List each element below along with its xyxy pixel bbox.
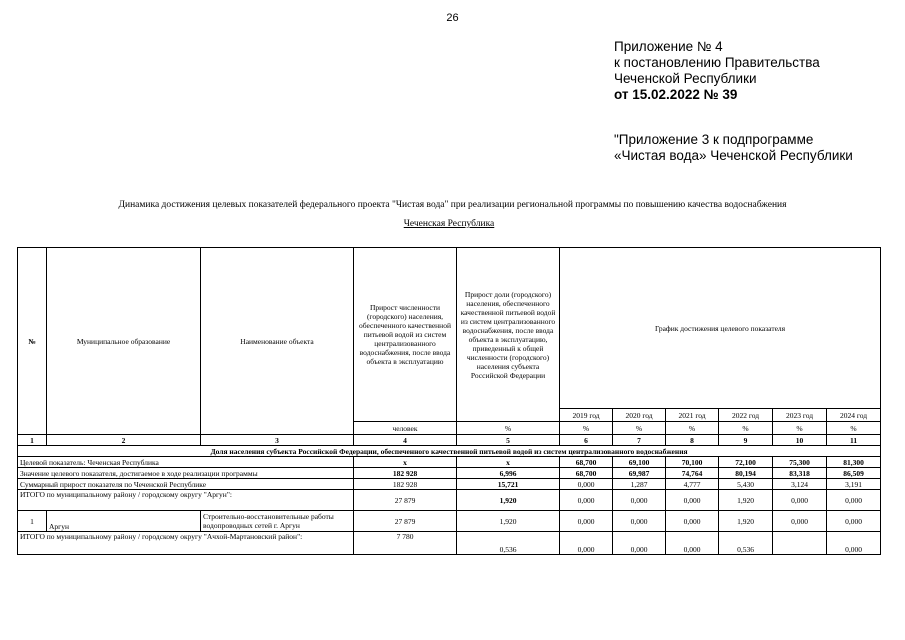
header-municipality: Муниципальное образование (47, 248, 201, 435)
cell-value: 27 879 (354, 511, 457, 532)
cell-value: 70,100 (666, 457, 719, 468)
cell-value: 83,318 (773, 468, 827, 479)
cell-value: 86,509 (827, 468, 881, 479)
cell-value: 0,000 (827, 511, 881, 532)
cell-value: 3,191 (827, 479, 881, 490)
cell-value: 81,300 (827, 457, 881, 468)
reference-line: "Приложение 3 к подпрограмме (614, 132, 814, 147)
cell-value: 3,124 (773, 479, 827, 490)
unit-cell: % (457, 422, 560, 435)
row-label: ИТОГО по муниципальному району / городскому округу "Ачхой-Мартановский район": (18, 532, 354, 555)
cell-value: 0,000 (560, 479, 613, 490)
cell-value: 6,996 (457, 468, 560, 479)
year-cell: 2021 год (666, 409, 719, 422)
cell-value: 0,000 (560, 490, 613, 511)
cell-value: 74,764 (666, 468, 719, 479)
cell-value: 0,000 (827, 490, 881, 511)
reference-block (614, 132, 853, 164)
cell-value: 0,000 (773, 490, 827, 511)
header-object: Наименование объекта (201, 248, 354, 435)
cell-value: 5,430 (719, 479, 773, 490)
unit-cell: % (719, 422, 773, 435)
table-row (18, 468, 881, 479)
unit-cell: % (773, 422, 827, 435)
unit-cell: % (827, 422, 881, 435)
cell-value: 0,000 (666, 511, 719, 532)
unit-cell: % (613, 422, 666, 435)
column-number: 9 (719, 435, 773, 446)
column-number: 10 (773, 435, 827, 446)
page-number: 26 (446, 12, 459, 24)
cell-value: 0,000 (560, 511, 613, 532)
reference-line: «Чистая вода» Чеченской Республики (614, 148, 853, 163)
cell-value: 69,100 (613, 457, 666, 468)
cell-value: 0,000 (827, 532, 881, 555)
cell-value: 0,000 (666, 490, 719, 511)
cell-value: 0,000 (613, 490, 666, 511)
cell-value: 69,987 (613, 468, 666, 479)
column-numbers-row (18, 435, 881, 446)
cell-value: 182 928 (354, 479, 457, 490)
year-cell: 2022 год (719, 409, 773, 422)
unit-cell: % (666, 422, 719, 435)
header-pop-growth: Прирост численности (городского) населения, обеспеченного качественной питьевой водой из систем централизованного водоснабжения, после ввода объекта в эксплуатацию (354, 248, 457, 422)
cell-value: 0,000 (613, 511, 666, 532)
header-num: № (18, 248, 47, 435)
header-schedule: График достижения целевого показателя (560, 248, 881, 409)
section-title: Доля населения субъекта Российской Федерации, обеспеченного качественной питьевой водой из систем централизованного водоснабжения (18, 446, 881, 457)
cell-value: 80,194 (719, 468, 773, 479)
section-row (18, 446, 881, 457)
row-number: 1 (18, 511, 47, 532)
row-object-name: Строительно-восстановительные работы водопроводных сетей г. Аргун (201, 511, 354, 532)
cell-value: 1,287 (613, 479, 666, 490)
row-label: Значение целевого показателя, достигаемое в ходе реализации программы (18, 468, 354, 479)
table-row (18, 532, 881, 555)
row-municipality: Аргун (47, 511, 201, 532)
column-number: 4 (354, 435, 457, 446)
cell-value: 72,100 (719, 457, 773, 468)
cell-value: 1,920 (457, 511, 560, 532)
row-label: Суммарный прирост показателя по Чеченской Республике (18, 479, 354, 490)
region-name: Чеченская Республика (403, 219, 495, 229)
unit-cell: % (560, 422, 613, 435)
cell-value: 0,536 (719, 532, 773, 555)
cell-value: x (354, 457, 457, 468)
column-number: 3 (201, 435, 354, 446)
cell-value: 0,536 (457, 532, 560, 555)
table-row (18, 479, 881, 490)
cell-value: 68,700 (560, 457, 613, 468)
year-cell: 2020 год (613, 409, 666, 422)
appendix-line: Приложение № 4 (614, 39, 723, 54)
appendix-date-line: от 15.02.2022 № 39 (614, 87, 738, 102)
column-number: 11 (827, 435, 881, 446)
table-row (18, 490, 881, 511)
column-number: 8 (666, 435, 719, 446)
row-label: Целевой показатель: Чеченская Республика (18, 457, 354, 468)
column-number: 6 (560, 435, 613, 446)
table-row (18, 457, 881, 468)
cell-value: 0,000 (560, 532, 613, 555)
document-title: Динамика достижения целевых показателей федерального проекта "Чистая вода" при реализации региональной программы по повышению качества водоснабжения (118, 200, 787, 210)
year-cell: 2024 год (827, 409, 881, 422)
appendix-line: к постановлению Правительства (614, 55, 820, 70)
column-number: 7 (613, 435, 666, 446)
cell-value: 27 879 (354, 490, 457, 511)
appendix-line: Чеченской Республики (614, 71, 757, 86)
cell-value: 0,000 (613, 532, 666, 555)
column-number: 2 (47, 435, 201, 446)
cell-value: 15,721 (457, 479, 560, 490)
cell-value: 1,920 (719, 490, 773, 511)
cell-value: 1,920 (719, 511, 773, 532)
appendix-block (614, 39, 820, 103)
column-number: 1 (18, 435, 47, 446)
cell-value: 68,700 (560, 468, 613, 479)
unit-cell: человек (354, 422, 457, 435)
cell-value: 182 928 (354, 468, 457, 479)
indicators-table (17, 247, 881, 555)
year-cell: 2023 год (773, 409, 827, 422)
cell-value: 4,777 (666, 479, 719, 490)
cell-value: 7 780 (354, 532, 457, 555)
table-row (18, 511, 881, 532)
year-cell: 2019 год (560, 409, 613, 422)
row-label: ИТОГО по муниципальному району / городскому округу "Аргун": (18, 490, 354, 511)
table-header-row (18, 248, 881, 409)
header-share-growth: Прирост доли (городского) населения, обеспеченного качественной питьевой водой из систем централизованного водоснабжения, после ввода объекта в эксплуатацию, приведенный к общей численности (городского) населения субъекта Российской Федерации (457, 248, 560, 422)
cell-value: 0,000 (773, 511, 827, 532)
cell-value: x (457, 457, 560, 468)
cell-value: 0,000 (666, 532, 719, 555)
cell-value: 1,920 (457, 490, 560, 511)
column-number: 5 (457, 435, 560, 446)
cell-value: 75,300 (773, 457, 827, 468)
cell-value (773, 532, 827, 555)
